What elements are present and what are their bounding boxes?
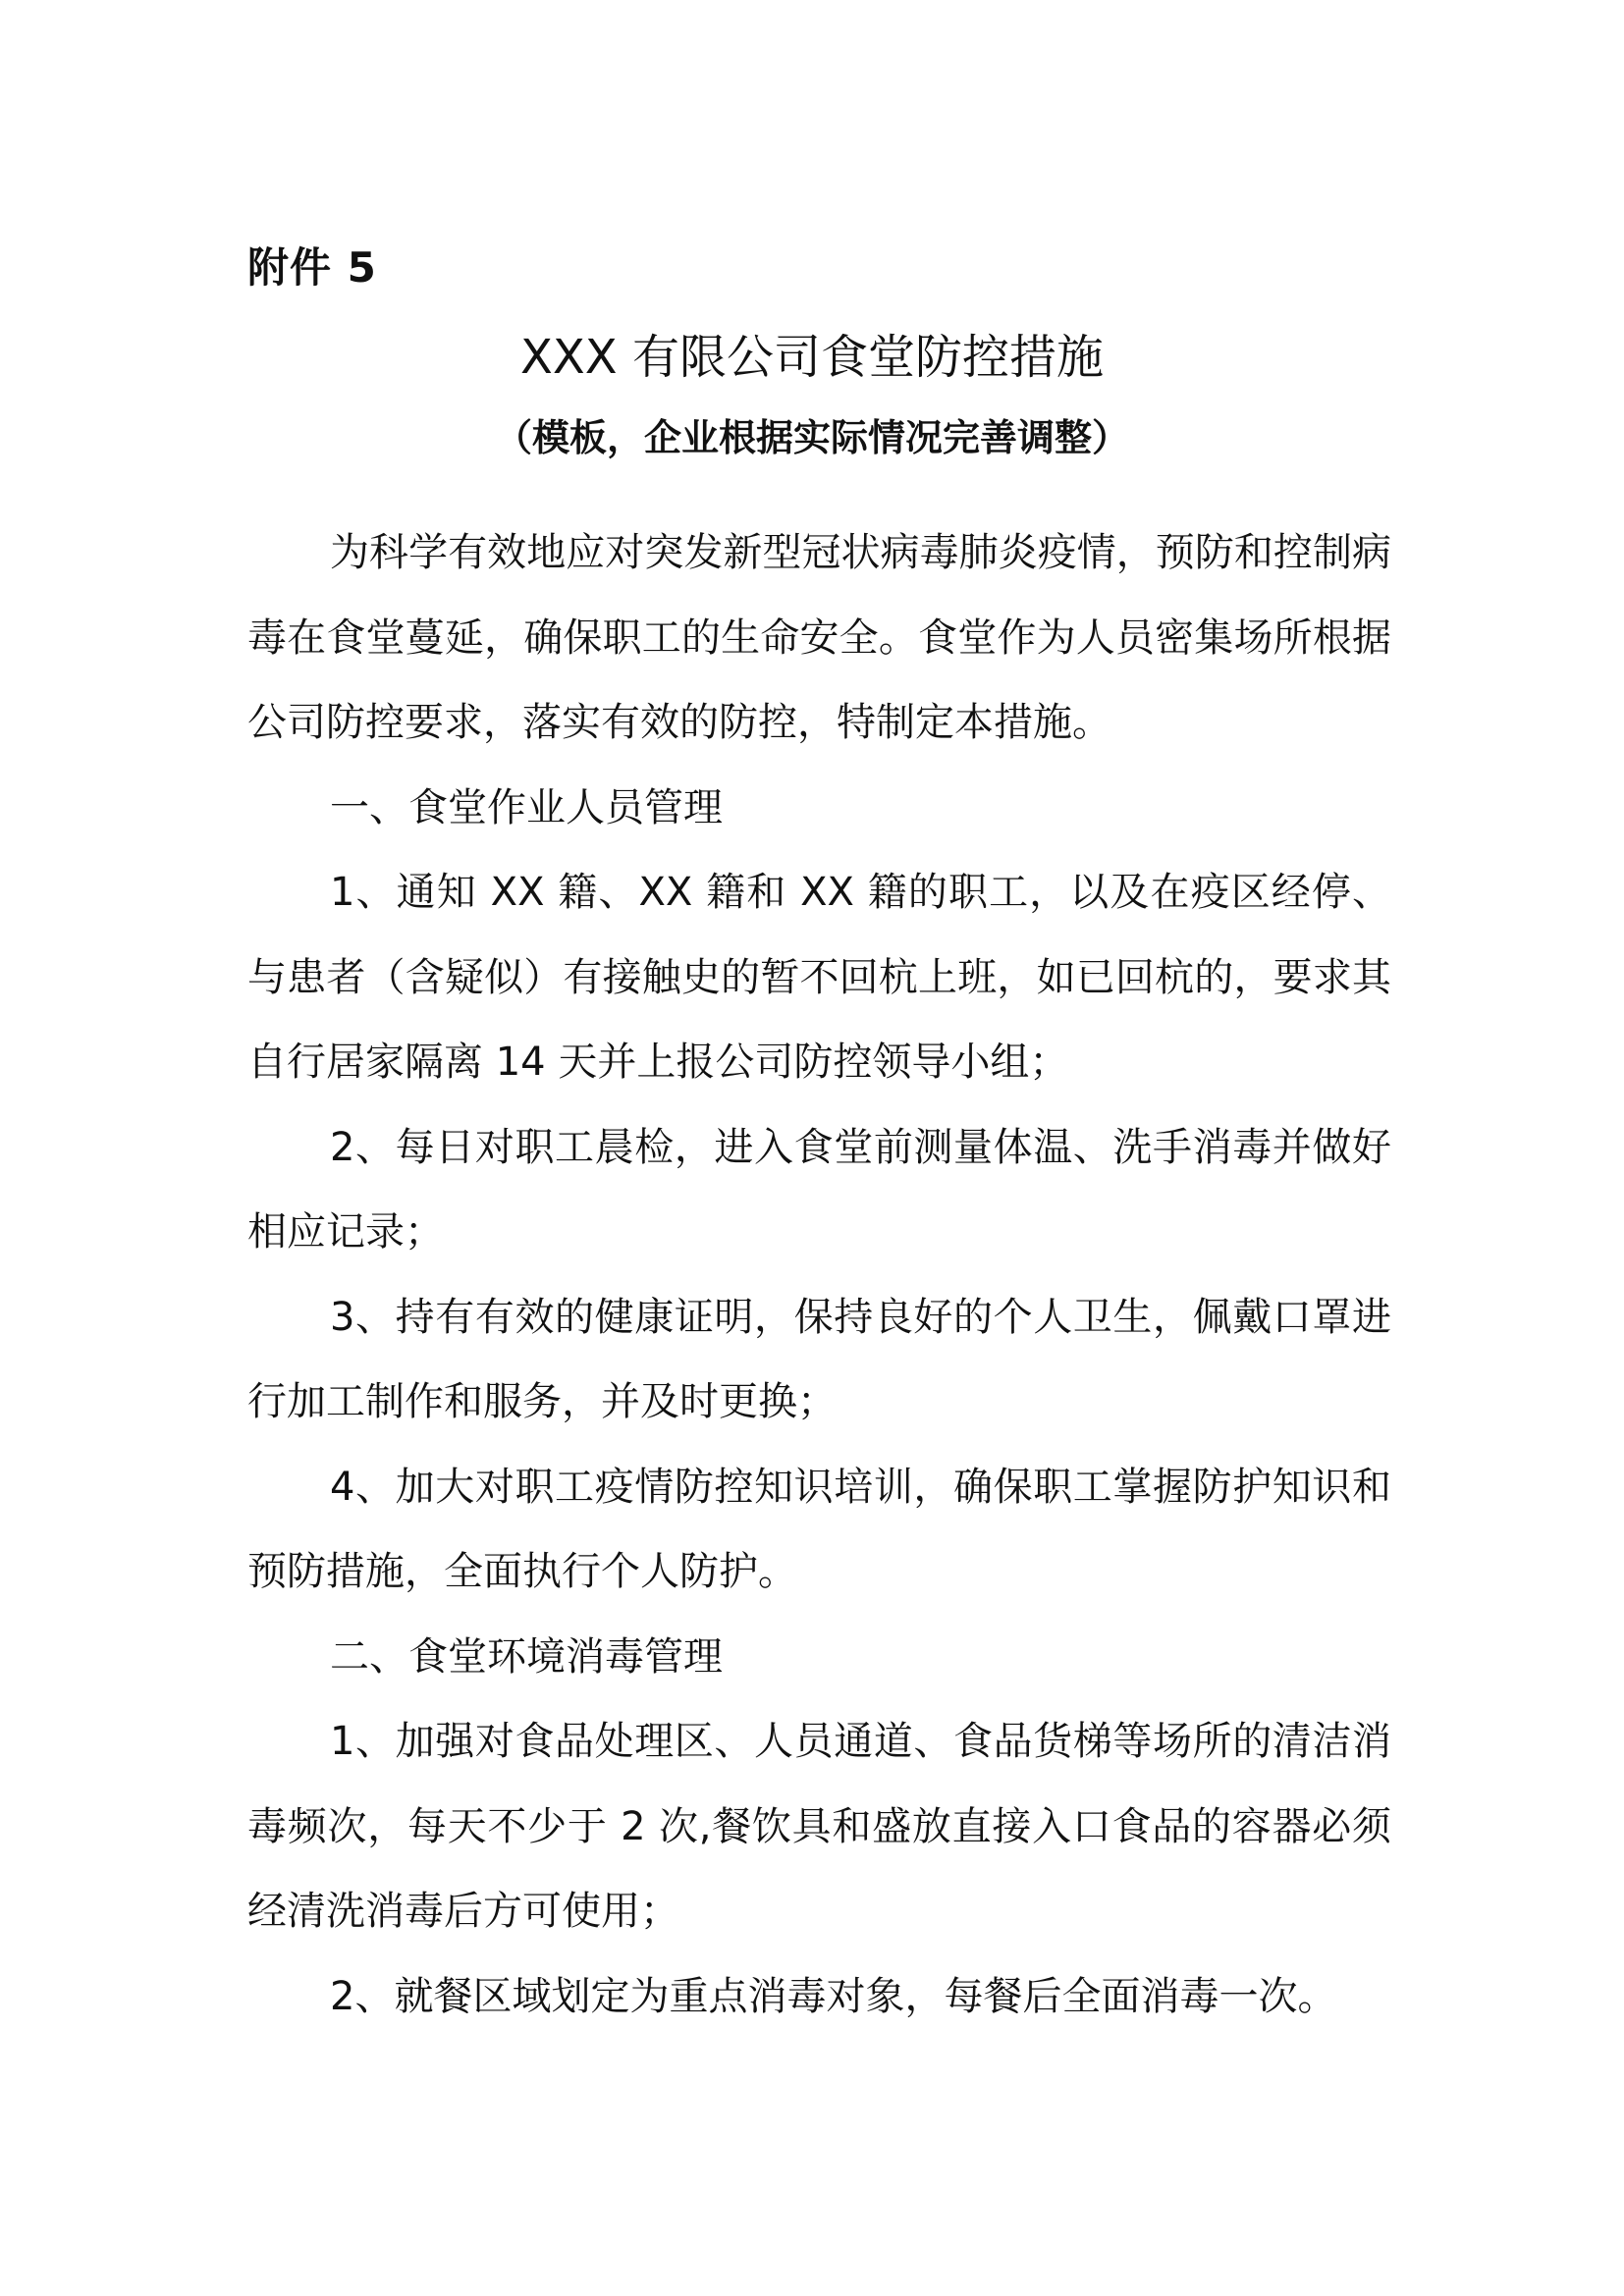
intro-paragraph: 为科学有效地应对突发新型冠状病毒肺炎疫情，预防和控制病毒在食堂蔓延，确保职工的生命安全。食堂作为人员密集场所根据公司防控要求，落实有效的防控，特制定本措施。 <box>247 530 1391 745</box>
document-title: XXX 有限公司食堂防控措施 <box>520 330 1104 385</box>
list-item: 4、加大对职工疫情防控知识培训，确保职工掌握防护知识和预防措施，全面执行个人防护。 <box>247 1464 1391 1594</box>
list-item: 1、加强对食品处理区、人员通道、食品货梯等场所的清洁消毒频次，每天不少于 2 次,餐饮具和盛放直接入口食品的容器必须经清洗消毒后方可使用； <box>247 1719 1391 1934</box>
list-item: 2、每日对职工晨检，进入食堂前测量体温、洗手消毒并做好相应记录； <box>247 1124 1391 1255</box>
section-heading: 一、食堂作业人员管理 <box>330 784 723 830</box>
document-body <box>247 510 1391 2039</box>
list-item: 1、通知 XX 籍、XX 籍和 XX 籍的职工，以及在疫区经停、与患者（含疑似）有接触史的暂不回杭上班，如已回杭的，要求其自行居家隔离 14 天并上报公司防控领导小组； <box>247 870 1391 1085</box>
document-subtitle: （模板，企业根据实际情况完善调整） <box>494 416 1129 459</box>
attachment-label: 附件 5 <box>247 243 377 292</box>
section-heading: 二、食堂环境消毒管理 <box>330 1633 723 1680</box>
list-item: 3、持有有效的健康证明，保持良好的个人卫生，佩戴口罩进行加工制作和服务，并及时更换； <box>247 1294 1391 1424</box>
list-item: 2、就餐区域划定为重点消毒对象，每餐后全面消毒一次。 <box>330 1973 1337 2019</box>
